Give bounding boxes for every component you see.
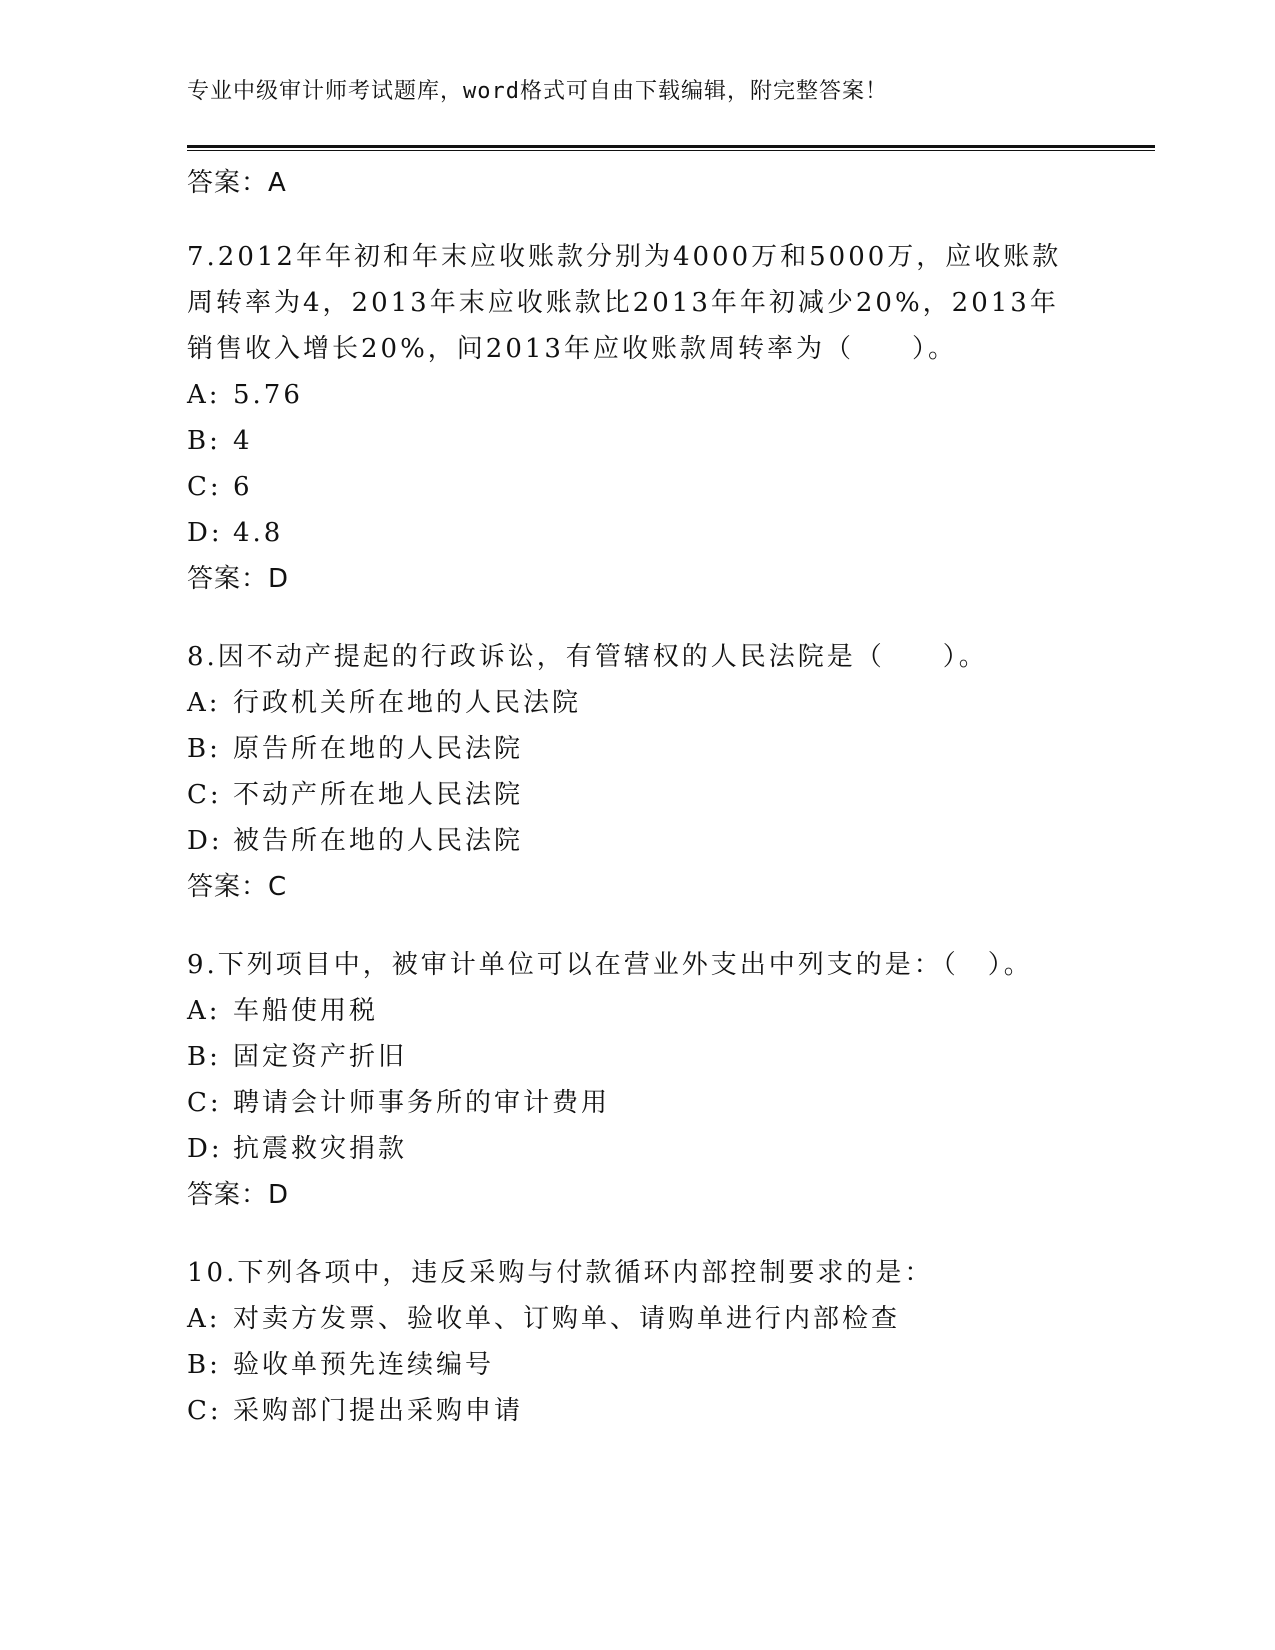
option-text: 聘请会计师事务所的审计费用 bbox=[233, 1088, 611, 1118]
header-divider-thin bbox=[187, 150, 1155, 151]
option-d bbox=[187, 818, 1067, 864]
question-stem: 9.下列项目中，被审计单位可以在营业外支出中列支的是：（ ）。 bbox=[187, 950, 1033, 980]
option-letter: C: bbox=[187, 1396, 222, 1426]
question-7 bbox=[187, 234, 1067, 602]
option-b bbox=[187, 726, 1067, 772]
question-9 bbox=[187, 942, 1067, 1218]
option-letter: B: bbox=[187, 1042, 221, 1072]
question-list bbox=[187, 160, 1067, 1466]
option-text: 采购部门提出采购申请 bbox=[233, 1396, 524, 1426]
question-answer: 答案：C bbox=[187, 872, 288, 902]
option-b bbox=[187, 418, 1067, 464]
option-c bbox=[187, 464, 1067, 510]
option-letter: A: bbox=[187, 688, 221, 718]
option-d bbox=[187, 510, 1067, 556]
option-c bbox=[187, 1080, 1067, 1126]
option-letter: C: bbox=[187, 1088, 222, 1118]
option-letter: A: bbox=[187, 996, 221, 1026]
question-answer: 答案：D bbox=[187, 1180, 290, 1210]
question-stem: 10.下列各项中，违反采购与付款循环内部控制要求的是： bbox=[187, 1258, 934, 1288]
option-a bbox=[187, 988, 1067, 1034]
page-header: 专业中级审计师考试题库，word格式可自由下载编辑，附完整答案！ bbox=[187, 79, 888, 104]
option-text: 4.8 bbox=[233, 518, 284, 548]
option-text: 车船使用税 bbox=[233, 996, 379, 1026]
option-text: 不动产所在地人民法院 bbox=[233, 780, 524, 810]
option-letter: B: bbox=[187, 1350, 221, 1380]
question-stem: 8.因不动产提起的行政诉讼，有管辖权的人民法院是（ ）。 bbox=[187, 642, 988, 672]
option-letter: C: bbox=[187, 780, 222, 810]
option-text: 原告所在地的人民法院 bbox=[233, 734, 524, 764]
option-text: 行政机关所在地的人民法院 bbox=[233, 688, 582, 718]
option-text: 4 bbox=[233, 426, 253, 456]
option-c bbox=[187, 1388, 1067, 1434]
question-10 bbox=[187, 1250, 1067, 1434]
option-text: 6 bbox=[233, 472, 253, 502]
option-letter: B: bbox=[187, 426, 221, 456]
option-letter: D: bbox=[187, 518, 223, 548]
option-b bbox=[187, 1034, 1067, 1080]
option-text: 被告所在地的人民法院 bbox=[233, 826, 524, 856]
option-letter: A: bbox=[187, 1304, 221, 1334]
option-text: 对卖方发票、验收单、订购单、请购单进行内部检查 bbox=[233, 1304, 901, 1334]
option-text: 5.76 bbox=[233, 380, 303, 410]
option-c bbox=[187, 772, 1067, 818]
option-text: 抗震救灾捐款 bbox=[233, 1134, 408, 1164]
option-a bbox=[187, 680, 1067, 726]
option-a bbox=[187, 372, 1067, 418]
option-text: 固定资产折旧 bbox=[233, 1042, 408, 1072]
option-letter: D: bbox=[187, 1134, 223, 1164]
option-letter: C: bbox=[187, 472, 222, 502]
option-letter: B: bbox=[187, 734, 221, 764]
previous-answer: 答案：A bbox=[187, 168, 287, 198]
option-text: 验收单预先连续编号 bbox=[233, 1350, 495, 1380]
option-a bbox=[187, 1296, 1067, 1342]
option-d bbox=[187, 1126, 1067, 1172]
option-letter: A: bbox=[187, 380, 221, 410]
option-letter: D: bbox=[187, 826, 223, 856]
question-answer: 答案：D bbox=[187, 564, 290, 594]
header-divider-thick bbox=[187, 145, 1155, 148]
question-8 bbox=[187, 634, 1067, 910]
question-stem: 7.2012年年初和年末应收账款分别为4000万和5000万，应收账款周转率为4，2013年末应收账款比2013年年初减少20%，2013年销售收入增长20%，问2013年应收账款周转率为（ ）。 bbox=[187, 242, 1062, 364]
option-b bbox=[187, 1342, 1067, 1388]
